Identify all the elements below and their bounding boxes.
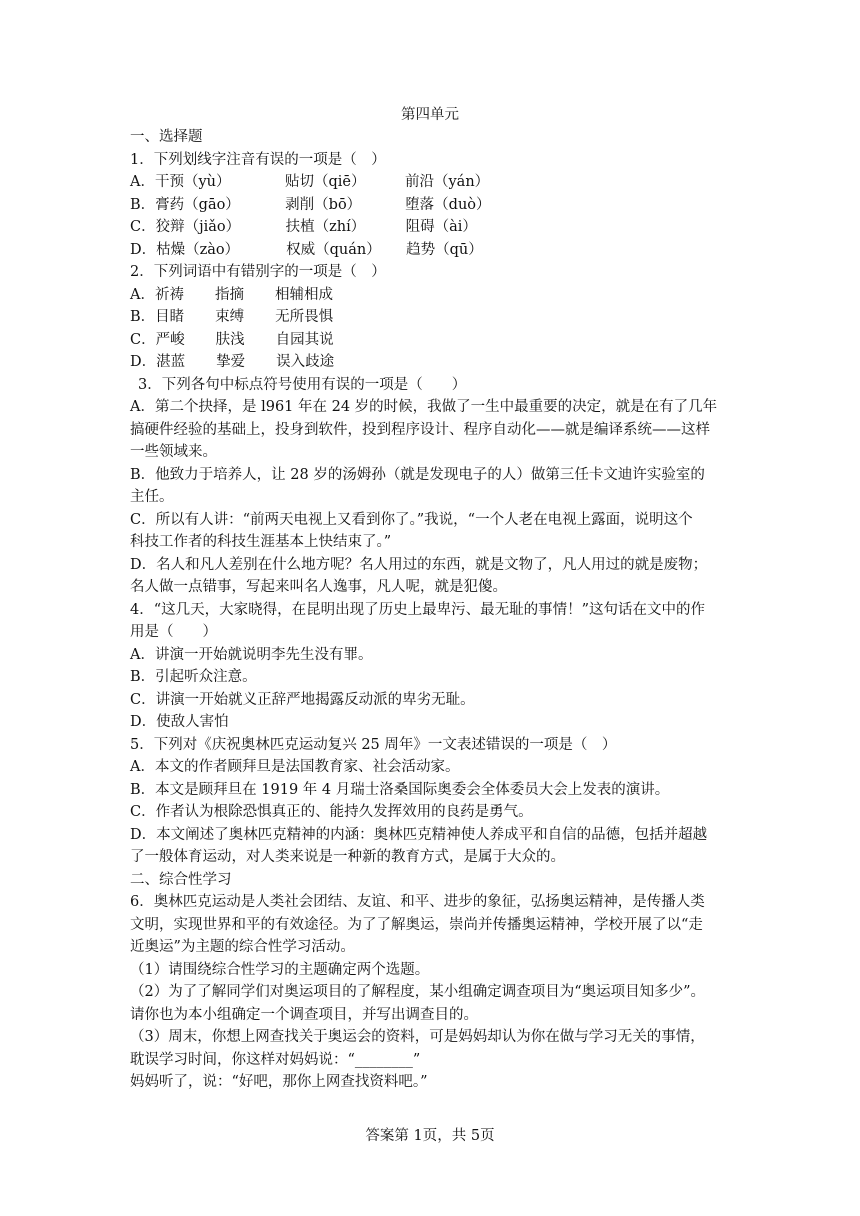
question-6-part-1: （1）请围绕综合性学习的主题确定两个选题。 <box>130 961 430 978</box>
option-label: D． <box>130 354 157 370</box>
option-label: C． <box>130 219 156 235</box>
option-term: 趋势（qū） <box>406 241 483 258</box>
option-term: 湛蓝 <box>156 354 186 370</box>
page-footer: 答案第 1页，共 5页 <box>365 1128 495 1144</box>
question-2-stem: 2．下列词语中有错别字的一项是（ ） <box>130 264 386 280</box>
option-term: 干预（yù） <box>154 174 231 190</box>
question-2-option-d <box>130 351 740 374</box>
question-2-option-a <box>130 284 740 307</box>
question-5-option-d-line: D．本文阐述了奥林匹克精神的内涵：奥林匹克精神使人养成平和自信的品德，包括并超越 <box>130 826 708 843</box>
option-term: 误入歧途 <box>276 354 335 370</box>
option-label: B． <box>130 309 156 325</box>
question-5-option-b: B．本文是顾拜旦在 1919 年 4 月瑞士洛桑国际奥委会全体委员大会上发表的演讲。 <box>130 781 670 798</box>
question-3-option-c-line: 科技工作者的科技生涯基本上快结束了。” <box>130 534 392 550</box>
question-3-option-b-line: B．他致力于培养人，让 28 岁的汤姆孙（就是发现电子的人）做第三任卡文迪许实验室的 <box>130 466 705 483</box>
question-3-option-c-line: C．所以有人讲：“前两天电视上又看到你了。”我说，“一个人老在电视上露面，说明这个 <box>130 511 693 528</box>
question-1-option-b <box>130 194 740 217</box>
option-term: 狡辩（jiǎo） <box>155 219 241 235</box>
question-3-option-a-line: 搞硬件经验的基础上，投身到软件，投到程序设计、程序自动化——就是编译系统——这样 <box>130 421 710 438</box>
question-1-option-a <box>130 171 740 194</box>
option-term: 自园其说 <box>275 331 334 348</box>
question-6-stem-line: 6．奥林匹克运动是人类社会团结、友谊、和平、进步的象征，弘扬奥运精神，是传播人类 <box>130 894 705 910</box>
question-4-option-d: D．使敌人害怕 <box>130 714 229 730</box>
question-3-option-d-line: 名人做一点错事，写起来叫名人逸事，凡人呢，就是犯傻。 <box>130 579 507 595</box>
option-term: 贴切（qiē） <box>284 174 366 190</box>
question-3-stem: 3．下列各句中标点符号使用有误的一项是（ ） <box>138 376 467 393</box>
option-label: B． <box>130 196 156 213</box>
question-6-stem-line: 文明，实现世界和平的有效途径。为了了解奥运，崇尚并传播奥运精神，学校开展了以“走 <box>130 916 703 933</box>
option-term: 祈祷 <box>154 286 184 303</box>
option-term: 相辅相成 <box>274 286 333 303</box>
question-5-option-d-line: 了一般体育运动，对人类来说是一种新的教育方式，是属于大众的。 <box>130 849 565 865</box>
question-6-part-3-line: 耽误学习时间，你这样对妈妈说：“________” <box>130 1051 421 1068</box>
option-term: 指摘 <box>214 286 244 303</box>
option-term: 挚爱 <box>216 354 246 370</box>
question-6-part-3-line: 妈妈听了，说：“好吧，那你上网查找资料吧。” <box>130 1074 428 1090</box>
option-term: 肤浅 <box>215 331 245 348</box>
option-term: 前沿（yán） <box>404 174 490 190</box>
question-3-option-a-line: A．第二个抉择，是 l961 年在 24 岁的时候，我做了一生中最重要的决定，就是在有了几年 <box>130 399 718 415</box>
document-body <box>130 126 740 1094</box>
question-1-option-d <box>130 239 740 262</box>
question-5-stem: 5．下列对《庆祝奥林匹克运动复兴 25 周年》一文表述错误的一项是（ ） <box>130 736 617 753</box>
question-5-option-c: C．作者认为根除恐惧真正的、能持久发挥效用的良药是勇气。 <box>130 804 533 820</box>
question-3-option-a-line: 一些领域来。 <box>130 444 217 460</box>
option-term: 剥削（bō） <box>285 196 362 213</box>
question-4-option-c: C．讲演一开始就义正辞严地揭露反动派的卑劣无耻。 <box>130 691 475 708</box>
option-term: 权威（quán） <box>286 241 381 258</box>
option-term: 堕落（duò） <box>405 196 491 213</box>
question-6-part-2-line: 请你也为本小组确定一个调查项目，并写出调查目的。 <box>130 1006 478 1023</box>
option-label: D． <box>130 241 157 258</box>
question-1-option-c <box>130 216 740 239</box>
option-label: A． <box>130 174 155 190</box>
question-2-option-c <box>130 329 740 352</box>
question-6-stem-line: 近奥运”为主题的综合性学习活动。 <box>130 939 355 955</box>
section-heading-comprehensive: 二、综合性学习 <box>130 871 232 888</box>
option-term: 枯燥（zào） <box>156 241 240 258</box>
option-label: C． <box>130 331 156 348</box>
question-4-stem-line: 4．“这几天，大家晓得，在昆明出现了历史上最卑污、最无耻的事情！”这句话在文中的作 <box>130 601 706 618</box>
question-1-stem: 1．下列划线字注音有误的一项是（ ） <box>130 151 386 168</box>
option-term: 束缚 <box>215 309 245 325</box>
question-4-stem-line: 用是（ ） <box>130 624 217 640</box>
question-6-part-3-line: （3）周末，你想上网查找关于奥运会的资料，可是妈妈却认为你在做与学习无关的事情， <box>130 1029 705 1045</box>
question-2-option-b <box>130 306 740 329</box>
unit-title: 第四单元 <box>401 107 459 123</box>
option-term: 扶植（zhí） <box>285 219 366 235</box>
option-term: 阻碍（ài） <box>405 219 477 235</box>
question-3-option-b-line: 主任。 <box>130 489 174 505</box>
option-term: 目睹 <box>155 309 185 325</box>
question-4-option-a: A．讲演一开始就说明李先生没有罪。 <box>130 646 373 663</box>
question-5-option-a: A．本文的作者顾拜旦是法国教育家、社会活动家。 <box>130 759 460 775</box>
question-4-option-b: B．引起听众注意。 <box>130 669 257 685</box>
section-heading-choice: 一、选择题 <box>130 129 203 145</box>
option-label: A． <box>130 286 155 303</box>
option-term: 膏药（gāo） <box>155 196 240 213</box>
question-6-part-2-line: （2）为了了解同学们对奥运项目的了解程度，某小组确定调查项目为“奥运项目知多少”。 <box>130 984 706 1000</box>
question-3-option-d-line: D．名人和凡人差别在什么地方呢？名人用过的东西，就是文物了，凡人用过的就是废物； <box>130 556 708 573</box>
option-term: 无所畏惧 <box>275 309 334 325</box>
option-term: 严峻 <box>155 331 185 348</box>
